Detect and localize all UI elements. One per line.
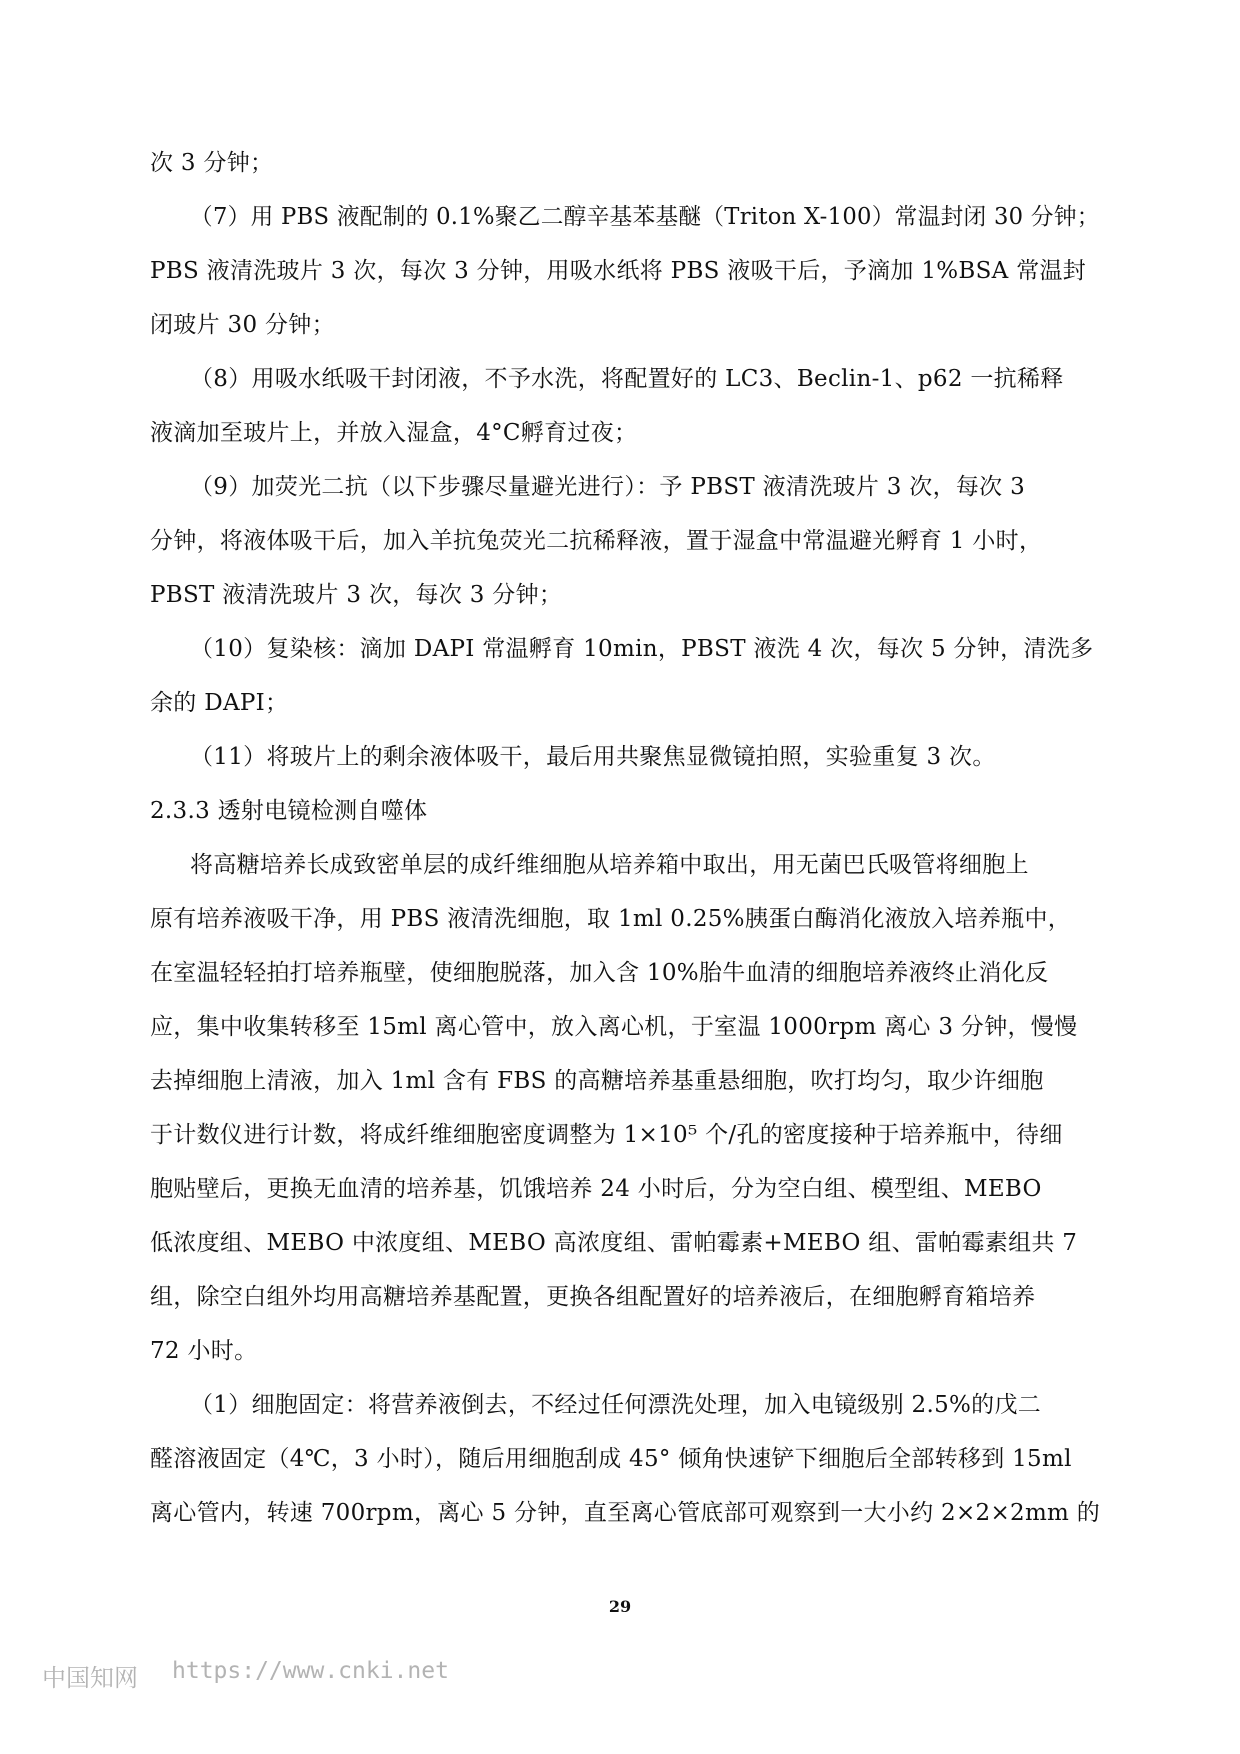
text-line: 胞贴壁后，更换无血清的培养基，饥饿培养 24 小时后，分为空白组、模型组、MEBO: [150, 1176, 1042, 1202]
section-heading: 2.3.3 透射电镜检测自噬体: [150, 798, 428, 824]
text-line: 于计数仪进行计数，将成纤维细胞密度调整为 1×10⁵ 个/孔的密度接种于培养瓶中，待细: [150, 1122, 1063, 1148]
text-line: （1）细胞固定：将营养液倒去，不经过任何漂洗处理，加入电镜级别 2.5%的戊二: [190, 1392, 1042, 1418]
watermark-url: https://www.cnki.net: [172, 1658, 449, 1684]
text-line: （8）用吸水纸吸干封闭液，不予水洗，将配置好的 LC3、Beclin-1、p62 一抗稀释: [190, 366, 1064, 392]
text-line: （7）用 PBS 液配制的 0.1%聚乙二醇辛基苯基醚（Triton X-100）常温封闭 30 分钟；: [190, 204, 1100, 230]
text-line: 组，除空白组外均用高糖培养基配置，更换各组配置好的培养液后，在细胞孵育箱培养: [150, 1284, 1036, 1310]
text-line: 液滴加至玻片上，并放入湿盒，4°C孵育过夜；: [150, 420, 638, 446]
text-line: 离心管内，转速 700rpm，离心 5 分钟，直至离心管底部可观察到一大小约 2×2×2mm 的: [150, 1500, 1101, 1526]
text-line: （10）复染核：滴加 DAPI 常温孵育 10min，PBST 液洗 4 次，每次 5 分钟，清洗多: [190, 636, 1094, 662]
text-line: 余的 DAPI；: [150, 690, 289, 716]
page-number: 29: [608, 1597, 632, 1616]
text-line: 闭玻片 30 分钟；: [150, 312, 335, 338]
text-line: 低浓度组、MEBO 中浓度组、MEBO 高浓度组、雷帕霉素+MEBO 组、雷帕霉素组共 7: [150, 1230, 1078, 1256]
text-line: 在室温轻轻拍打培养瓶壁，使细胞脱落，加入含 10%胎牛血清的细胞培养液终止消化反: [150, 960, 1049, 986]
text-line: 次 3 分钟；: [150, 150, 274, 176]
text-line: 原有培养液吸干净，用 PBS 液清洗细胞，取 1ml 0.25%胰蛋白酶消化液放入培养瓶中，: [150, 906, 1072, 932]
text-line: 醛溶液固定（4℃，3 小时），随后用细胞刮成 45° 倾角快速铲下细胞后全部转移到 15ml: [150, 1446, 1072, 1472]
text-line: （11）将玻片上的剩余液体吸干，最后用共聚焦显微镜拍照，实验重复 3 次。: [190, 744, 996, 770]
text-line: 去掉细胞上清液，加入 1ml 含有 FBS 的高糖培养基重悬细胞，吹打均匀，取少许细胞: [150, 1068, 1044, 1094]
text-line: 应，集中收集转移至 15ml 离心管中，放入离心机，于室温 1000rpm 离心 3 分钟，慢慢: [150, 1014, 1078, 1040]
watermark-site-name: 中国知网: [42, 1664, 138, 1692]
text-line: PBS 液清洗玻片 3 次，每次 3 分钟，用吸水纸将 PBS 液吸干后，予滴加 1%BSA 常温封: [150, 258, 1087, 284]
text-line: 分钟，将液体吸干后，加入羊抗兔荧光二抗稀释液，置于湿盒中常温避光孵育 1 小时，: [150, 528, 1043, 554]
text-line: 将高糖培养长成致密单层的成纤维细胞从培养箱中取出，用无菌巴氏吸管将细胞上: [190, 852, 1029, 878]
text-line: （9）加荧光二抗（以下步骤尽量避光进行）：予 PBST 液清洗玻片 3 次，每次 3: [190, 474, 1026, 500]
text-line: PBST 液清洗玻片 3 次，每次 3 分钟；: [150, 582, 563, 608]
text-line: 72 小时。: [150, 1338, 258, 1364]
